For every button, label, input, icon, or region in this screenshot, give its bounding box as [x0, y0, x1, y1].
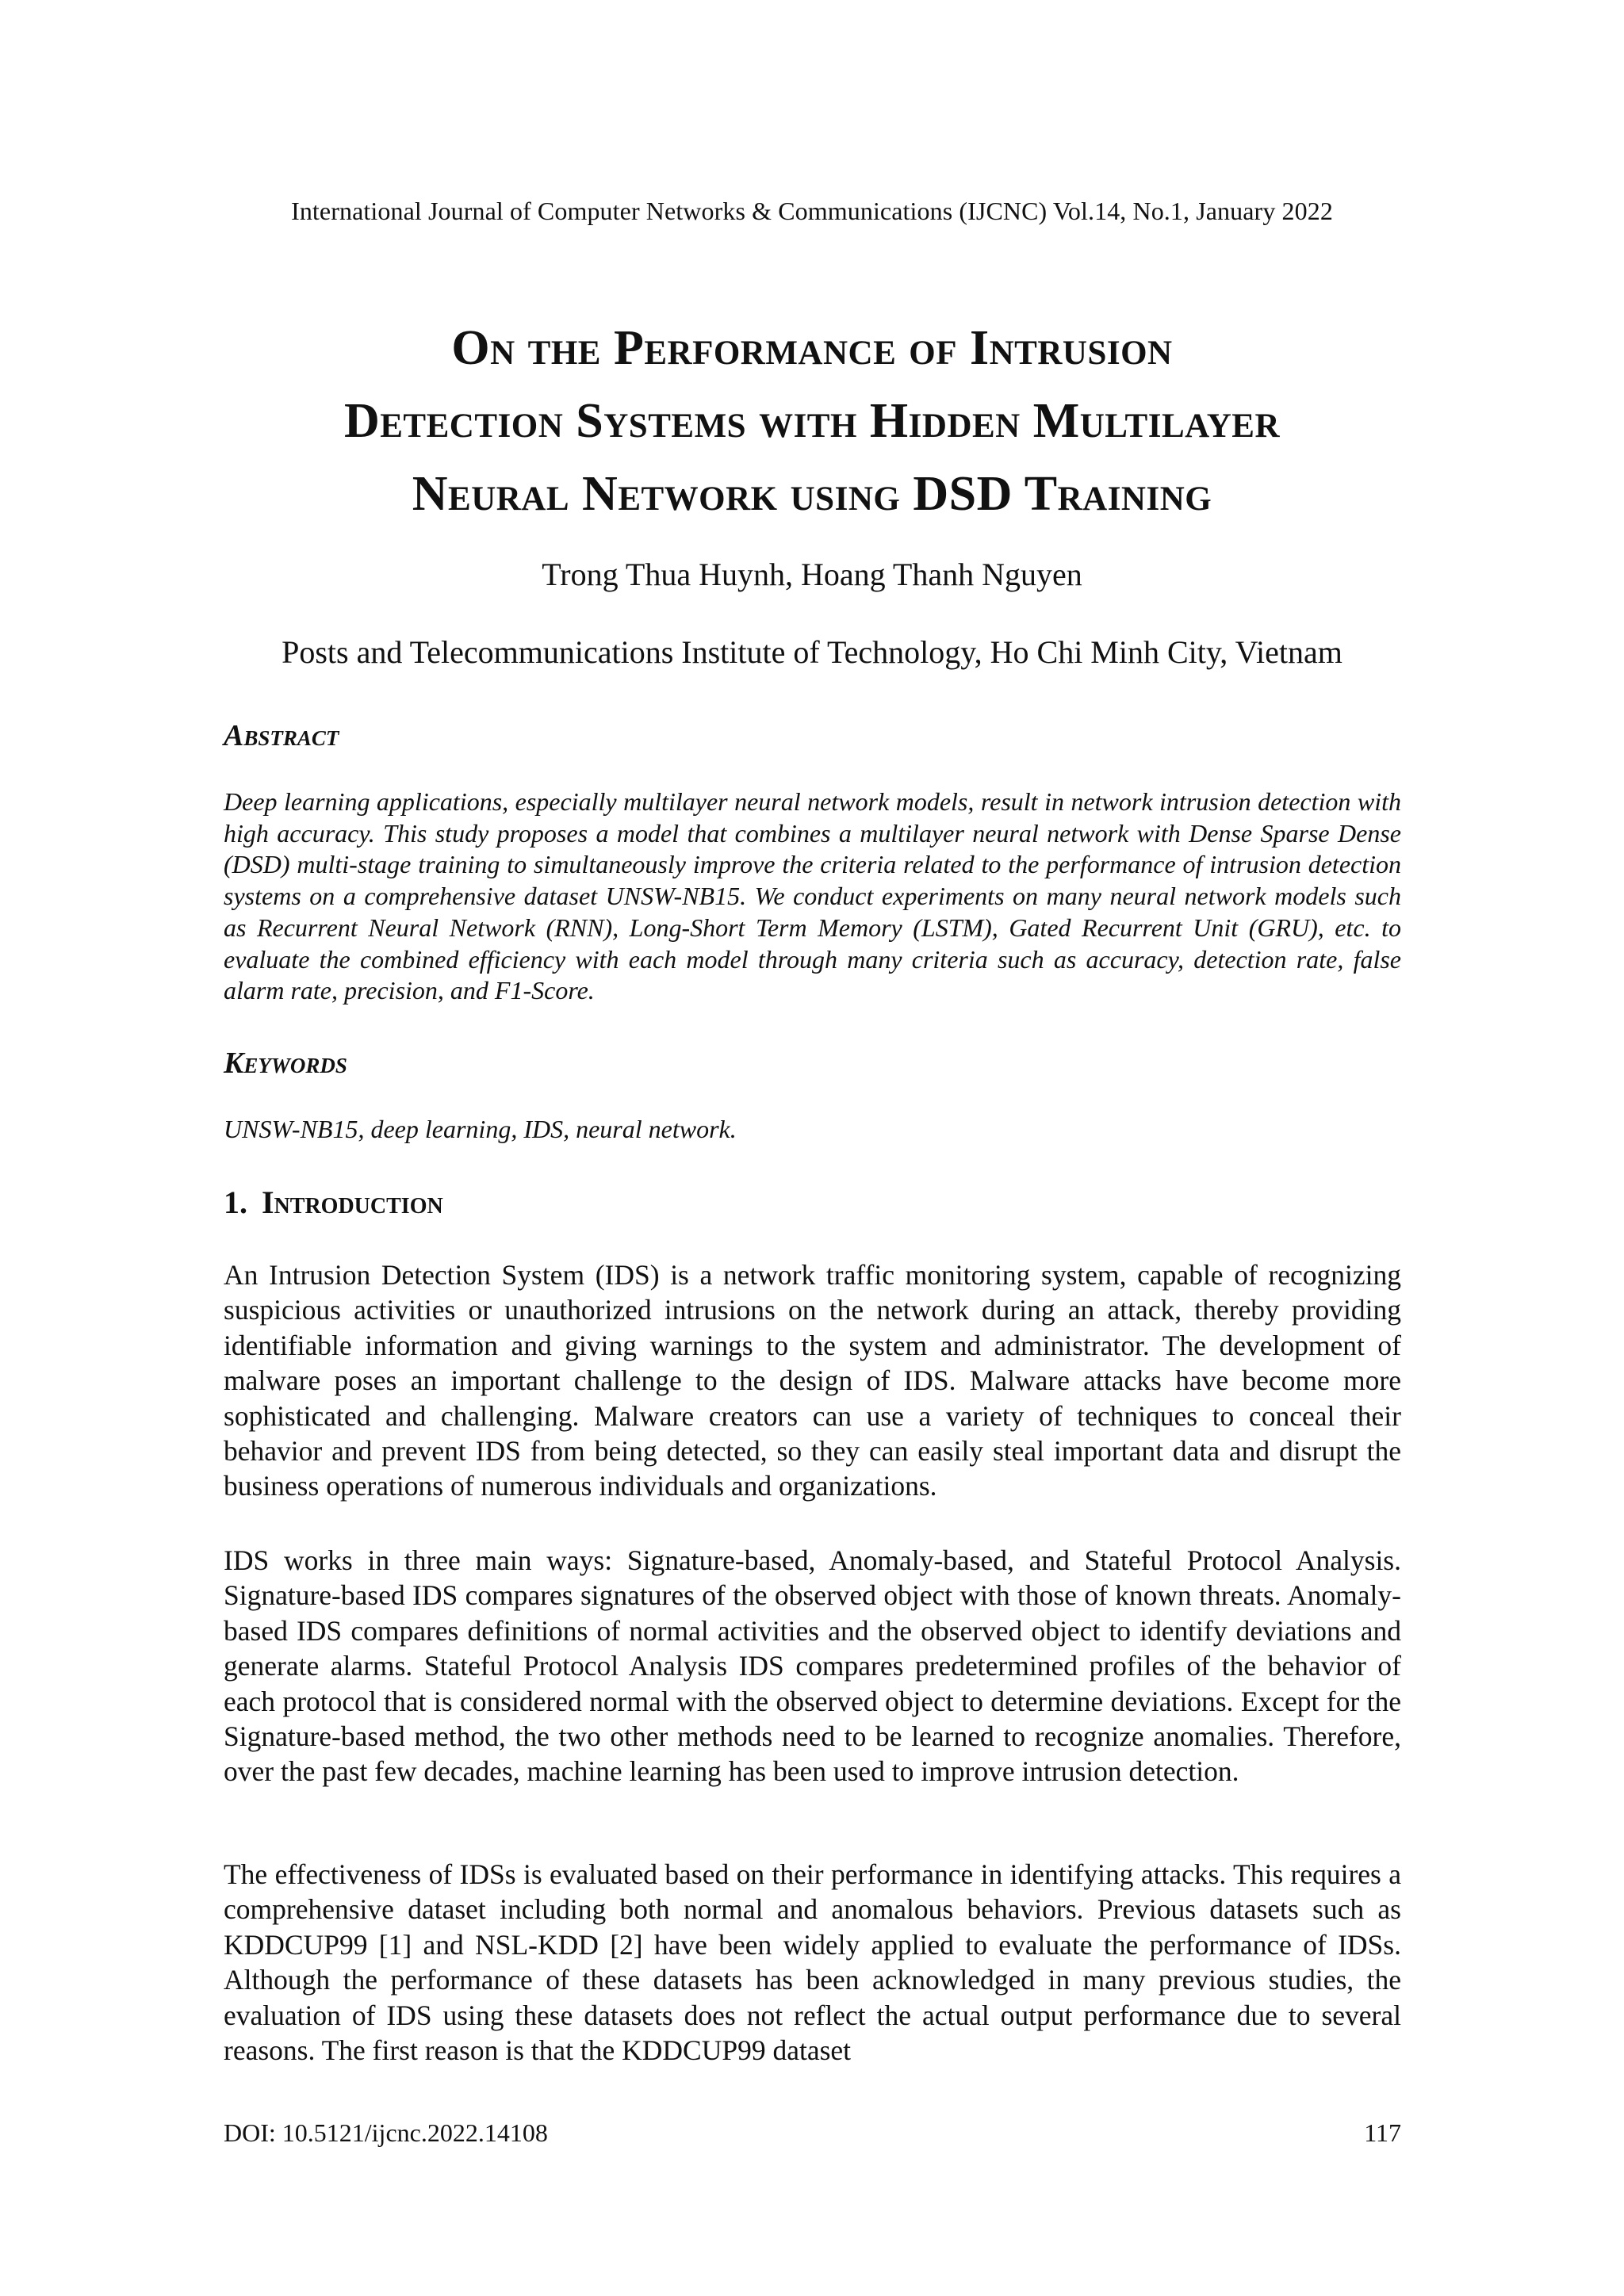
footer-doi: DOI: 10.5121/ijcnc.2022.14108	[224, 2118, 548, 2147]
keywords-text: UNSW-NB15, deep learning, IDS, neural network.	[224, 1115, 737, 1143]
title-line-2: Detection Systems with Hidden Multilayer	[343, 394, 1281, 448]
keywords-heading: Keywords	[224, 1047, 347, 1080]
affiliation: Posts and Telecommunications Institute of Technology, Ho Chi Minh City, Vietnam	[282, 634, 1342, 670]
intro-paragraph-1: An Intrusion Detection System (IDS) is a network traffic monitoring system, capable of recognizing suspicious activities or unauthorized intrusions on the network during an attack, thereby providing identifiable information and giving warnings to the system and administrator. The development of malware poses an important challenge to the design of IDS. Malware attacks have become more sophisticated and challenging. Malware creators can use a variety of techniques to conceal their behavior and prevent IDS from being detected, so they can easily steal important data and disrupt the business operations of numerous individuals and organizations.	[224, 1259, 1401, 1502]
section-title: Introduction	[262, 1184, 443, 1220]
abstract-heading: Abstract	[224, 719, 339, 752]
abstract-text: Deep learning applications, especially multilayer neural network models, result in network intrusion detection with high accuracy. This study proposes a model that combines a multilayer neural network with Dense Sparse Dense (DSD) multi-stage training to simultaneously improve the criteria related to the performance of intrusion detection systems on a comprehensive dataset UNSW-NB15. We conduct experiments on many neural network models such as Recurrent Neural Network (RNN), Long-Short Term Memory (LSTM), Gated Recurrent Unit (GRU), etc. to evaluate the combined efficiency with each model through many criteria such as accuracy, detection rate, false alarm rate, precision, and F1-Score.	[224, 787, 1401, 1005]
intro-paragraph-3: The effectiveness of IDSs is evaluated based on their performance in identifying attacks. This requires a comprehensive dataset including both normal and anomalous behaviors. Previous datasets such as KDDCUP99 [1] and NSL-KDD [2] have been widely applied to evaluate the performance of IDSs. Although the performance of these datasets has been acknowledged in many previous studies, the evaluation of IDS using these datasets does not reflect the actual output performance due to several reasons. The first reason is that the KDDCUP99 dataset	[224, 1858, 1401, 2067]
intro-paragraph-2: IDS works in three main ways: Signature-based, Anomaly-based, and Stateful Protocol Analysis. Signature-based IDS compares signatures of the observed object with those of known threats. Anomaly-based IDS compares definitions of normal activities and the observed object to identify deviations and generate alarms. Stateful Protocol Analysis IDS compares predetermined profiles of the behavior of each protocol that is considered normal with the observed object to determine deviations. Except for the Signature-based method, the two other methods need to be learned to recognize anomalies. Therefore, over the past few decades, machine learning has been used to improve intrusion detection.	[224, 1544, 1401, 1788]
section-number: 1.	[224, 1184, 247, 1220]
introduction-heading	[224, 1184, 443, 1222]
running-header: International Journal of Computer Networks & Communications (IJCNC) Vol.14, No.1, January 2022	[291, 197, 1333, 225]
authors: Trong Thua Huynh, Hoang Thanh Nguyen	[542, 557, 1082, 592]
paper-title	[159, 312, 1465, 530]
title-line-1: On the Performance of Intrusion	[451, 321, 1173, 375]
title-line-3: Neural Network using DSD Training	[412, 467, 1212, 521]
page-number: 117	[1364, 2118, 1401, 2147]
